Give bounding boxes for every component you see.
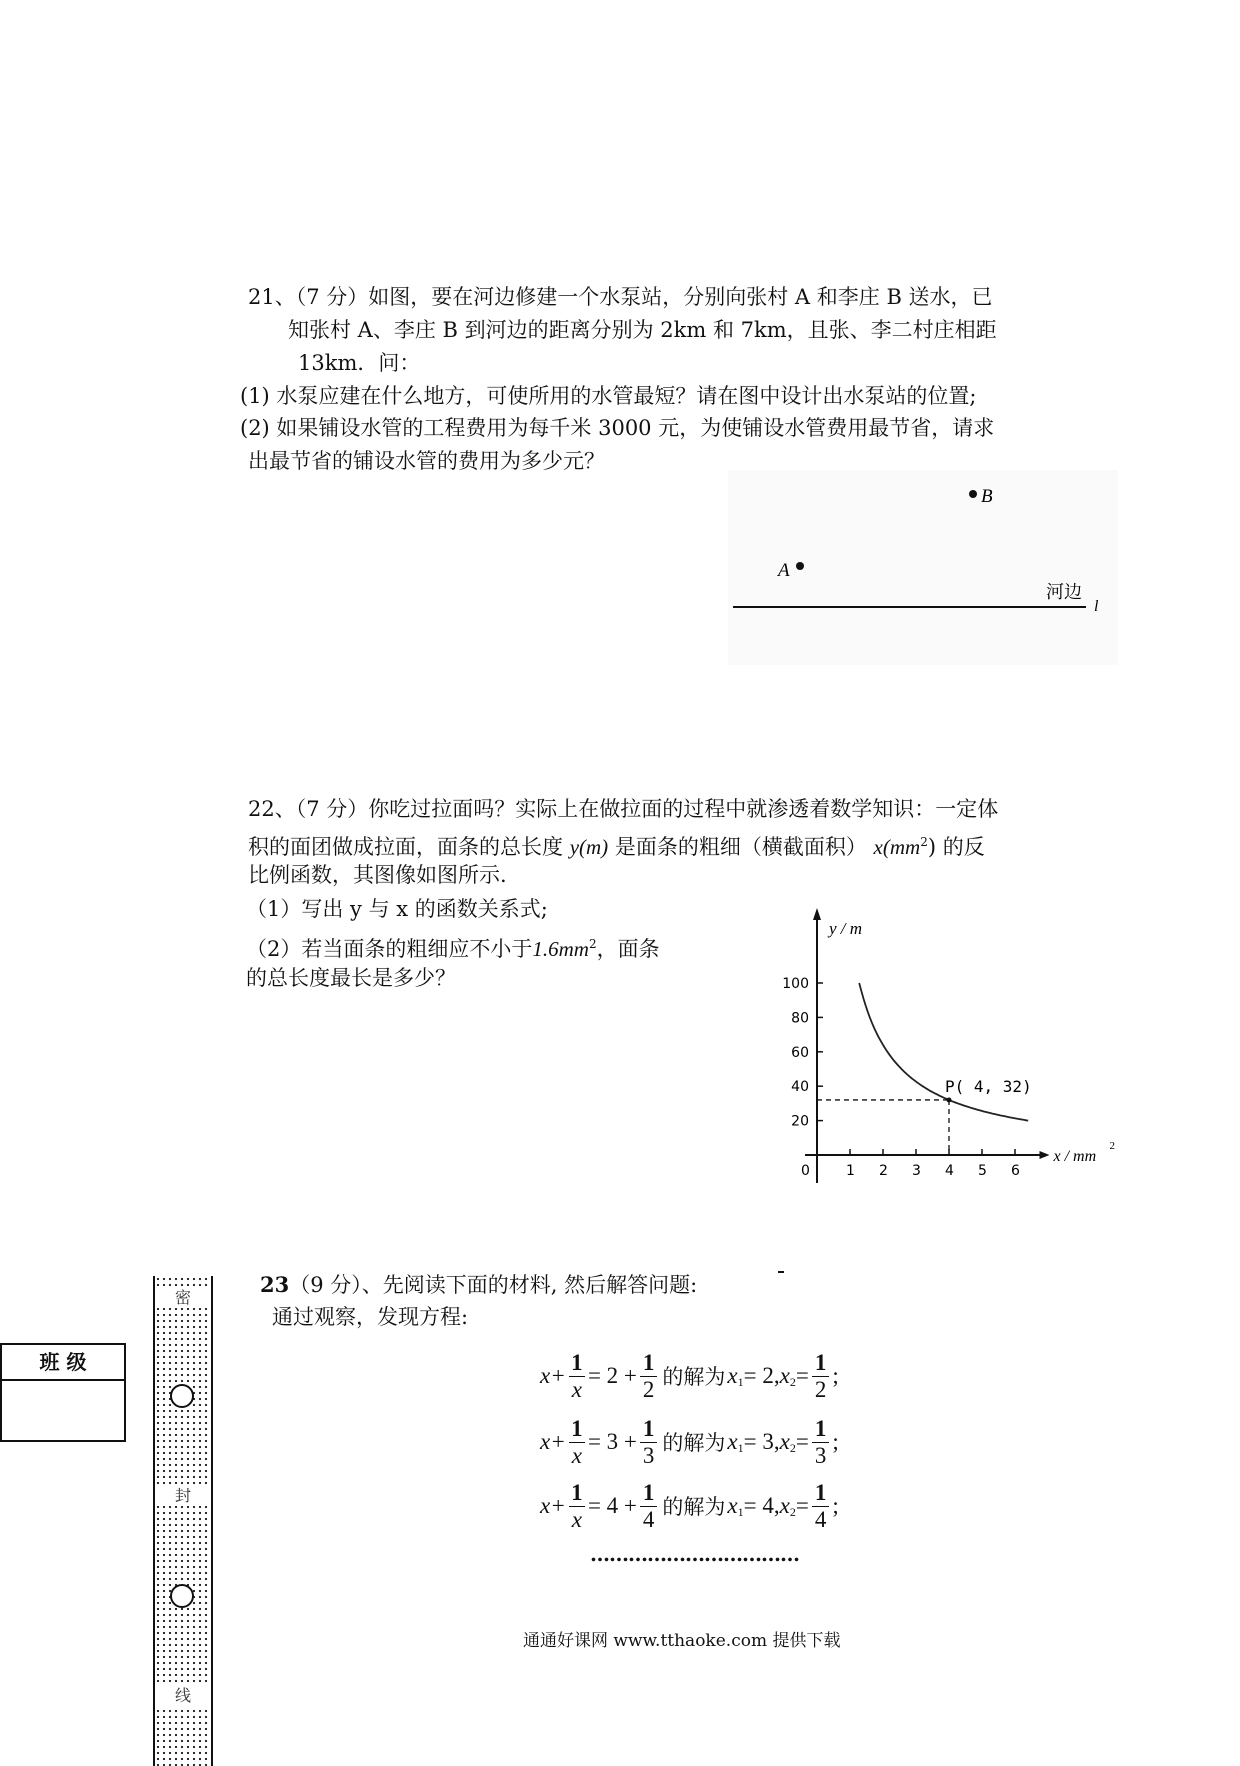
- q22-part2-line2: 的总长度最长是多少？: [246, 966, 456, 990]
- q22-part1: （1）写出 y 与 x 的函数关系式;: [246, 897, 548, 921]
- eq-rhs-fraction-num: 1: [642, 1415, 655, 1441]
- eq-x2-sub: 2: [789, 1440, 796, 1455]
- eq-x2-equals: =: [795, 1363, 809, 1388]
- eq-rhs-int: = 2 +: [587, 1363, 637, 1388]
- y-axis-arrow: [813, 908, 821, 920]
- point-p: [947, 1097, 952, 1102]
- eq-x1-value: = 3,: [743, 1429, 780, 1454]
- eq-rhs-fraction-den: 4: [640, 1506, 658, 1533]
- q21-part1: (1) 水泵应建在什么地方，可使所用的水管最短？请在图中设计出水泵站的位置;: [240, 384, 977, 408]
- eq-x2-sub: 2: [789, 1374, 796, 1389]
- q22-part2-exp: 2: [588, 937, 597, 951]
- q22-y-var: y(m): [569, 835, 609, 859]
- x-axis-label: x / mm: [1053, 1148, 1097, 1165]
- eq-x2-fraction: [812, 1416, 830, 1469]
- eq-rhs-fraction-num: 1: [642, 1349, 655, 1375]
- eq-x2-fraction-num: 1: [814, 1415, 827, 1441]
- point-b-label: B: [981, 486, 993, 507]
- y-tick-label: 60: [791, 1044, 809, 1061]
- x-tick-label: 4: [945, 1163, 954, 1179]
- q22-line2-text-b: 是面条的粗细（横截面积）: [608, 835, 874, 859]
- x-tick-label: 6: [1011, 1163, 1020, 1179]
- q22-part2-line1: [246, 928, 660, 966]
- q23-intro: 通过观察，发现方程:: [272, 1305, 469, 1329]
- x-axis-arrow: [1040, 1151, 1050, 1159]
- equation-2: [540, 1411, 839, 1473]
- eq-lhs-fraction-num: 1: [571, 1479, 583, 1505]
- q21-part2-line1: (2) 如果铺设水管的工程费用为每千米 3000 元，为使铺设水管费用最节省，请求: [240, 416, 995, 440]
- eq-x2-fraction-num: 1: [814, 1349, 827, 1375]
- y-tick-label: 40: [791, 1079, 809, 1096]
- eq-lhs-fraction-num: 1: [571, 1349, 583, 1375]
- footer-source: 通通好课网 www.tthaoke.com 提供下载: [523, 1631, 841, 1651]
- eq-x1-sub: 1: [737, 1374, 744, 1389]
- eq-rhs-fraction-den: 2: [640, 1376, 658, 1403]
- q22-x-exp: 2: [920, 835, 928, 849]
- eq-rhs-fraction-den: 3: [640, 1442, 658, 1469]
- x-tick-label: 3: [912, 1163, 921, 1179]
- eq-lhs-var: x+: [540, 1363, 566, 1388]
- q21-line3: 13km．问：: [298, 351, 421, 375]
- origin-label: 0: [801, 1163, 810, 1179]
- eq-x2-equals: =: [795, 1493, 809, 1518]
- eq-x2-fraction-den: 3: [812, 1442, 830, 1469]
- y-axis-label: y / m: [829, 919, 863, 938]
- q21-line2: 知张村 A、李庄 B 到河边的距离分别为 2km 和 7km，且张、李二村庄相距: [288, 318, 997, 342]
- q23-title: [260, 1268, 697, 1302]
- eq-lhs-fraction: [569, 1480, 585, 1533]
- eq-solution-text: 的解为: [662, 1495, 726, 1519]
- binding-hole-1: [170, 1384, 194, 1408]
- eq-rhs-fraction: [640, 1480, 658, 1533]
- eq-lhs-fraction-den: x: [569, 1376, 585, 1403]
- eq-lhs-fraction-num: 1: [571, 1415, 583, 1441]
- y-tick-label: 100: [782, 976, 809, 992]
- eq-end: ;: [832, 1429, 839, 1454]
- eq-x2-sub: 2: [789, 1504, 796, 1519]
- y-tick-label: 20: [791, 1113, 809, 1130]
- binding-char-line: 线: [155, 1686, 211, 1706]
- y-tick-label: 80: [791, 1010, 809, 1027]
- q23-number: 23: [260, 1272, 290, 1297]
- eq-lhs-fraction: [569, 1416, 585, 1469]
- x-tick-label: 2: [879, 1163, 888, 1179]
- eq-x1-value: = 4,: [743, 1493, 780, 1518]
- eq-x2-fraction: [812, 1350, 830, 1403]
- q22-part2-text-a: （2）若当面条的粗细应不小于: [246, 937, 533, 961]
- eq-lhs-fraction-den: x: [569, 1442, 585, 1469]
- equation-3: [540, 1475, 839, 1537]
- eq-end: ;: [832, 1363, 839, 1388]
- q21-river-figure: [728, 470, 1118, 665]
- eq-end: ;: [832, 1493, 839, 1518]
- line-l-label: l: [1094, 598, 1099, 615]
- point-a-dot: [796, 562, 804, 570]
- eq-rhs-int: = 3 +: [587, 1429, 637, 1454]
- eq-lhs-fraction: [569, 1350, 585, 1403]
- eq-x1-value: = 2,: [743, 1363, 780, 1388]
- x-axis-label-exp: 2: [1109, 1140, 1115, 1152]
- q23-title-text: （9 分）、先阅读下面的材料, 然后解答问题:: [289, 1273, 698, 1297]
- eq-solution-text: 的解为: [662, 1365, 726, 1389]
- equation-1: [540, 1345, 839, 1407]
- binding-char-close: 封: [155, 1486, 211, 1506]
- q22-line3: 比例函数，其图像如图所示.: [248, 863, 507, 887]
- eq-rhs-fraction: [640, 1416, 658, 1469]
- point-b-dot: [969, 490, 977, 498]
- eq-x2-equals: =: [795, 1429, 809, 1454]
- q22-line2-text-c: ) 的反: [927, 835, 985, 859]
- eq-rhs-int: = 4 +: [587, 1493, 637, 1518]
- q22-x-var: x(mm: [873, 835, 921, 859]
- binding-strip: [153, 1276, 213, 1766]
- eq-lhs-var: x+: [540, 1493, 566, 1518]
- eq-solution-text: 的解为: [662, 1431, 726, 1455]
- q23-ellipsis: ……………………………: [590, 1542, 799, 1566]
- eq-rhs-fraction-num: 1: [642, 1479, 655, 1505]
- stray-mark: [778, 1271, 784, 1273]
- point-a-label: A: [778, 560, 790, 581]
- eq-x1: x: [727, 1363, 738, 1388]
- eq-rhs-fraction: [640, 1350, 658, 1403]
- eq-x1: x: [727, 1429, 738, 1454]
- q21-part2-line2: 出最节省的铺设水管的费用为多少元？: [248, 449, 605, 473]
- point-p-label: P( 4, 32): [945, 1076, 1032, 1096]
- eq-x2-fraction-num: 1: [814, 1479, 827, 1505]
- q22-line1: 22、（7 分）你吃过拉面吗？实际上在做拉面的过程中就渗透着数学知识：一定体: [248, 797, 999, 821]
- eq-x1-sub: 1: [737, 1440, 744, 1455]
- eq-x2-fraction-den: 4: [812, 1506, 830, 1533]
- q22-inverse-proportion-chart: [760, 900, 1120, 1185]
- binding-hole-2: [170, 1584, 194, 1608]
- eq-x1: x: [727, 1493, 738, 1518]
- x-tick-label: 5: [978, 1163, 987, 1179]
- eq-x1-sub: 1: [737, 1504, 744, 1519]
- eq-x2: x: [779, 1429, 790, 1454]
- class-entry-field[interactable]: [2, 1381, 124, 1439]
- eq-lhs-var: x+: [540, 1429, 566, 1454]
- binding-char-seal: 密: [155, 1288, 211, 1308]
- eq-lhs-fraction-den: x: [569, 1506, 585, 1533]
- river-label: 河边: [1046, 582, 1082, 603]
- q22-part2-text-b: ，面条: [596, 937, 660, 961]
- x-tick-label: 1: [846, 1163, 855, 1179]
- class-label: 班 级: [2, 1345, 124, 1381]
- q21-line1: 21、（7 分）如图，要在河边修建一个水泵站，分别向张村 A 和李庄 B 送水，已: [248, 285, 993, 309]
- q22-part2-value: 1.6mm: [532, 937, 589, 961]
- q22-line2-text-a: 积的面团做成拉面，面条的总长度: [248, 835, 570, 859]
- eq-x2: x: [779, 1493, 790, 1518]
- eq-x2-fraction-den: 2: [812, 1376, 830, 1403]
- eq-x2: x: [779, 1363, 790, 1388]
- eq-x2-fraction: [812, 1480, 830, 1533]
- class-box: [0, 1343, 126, 1442]
